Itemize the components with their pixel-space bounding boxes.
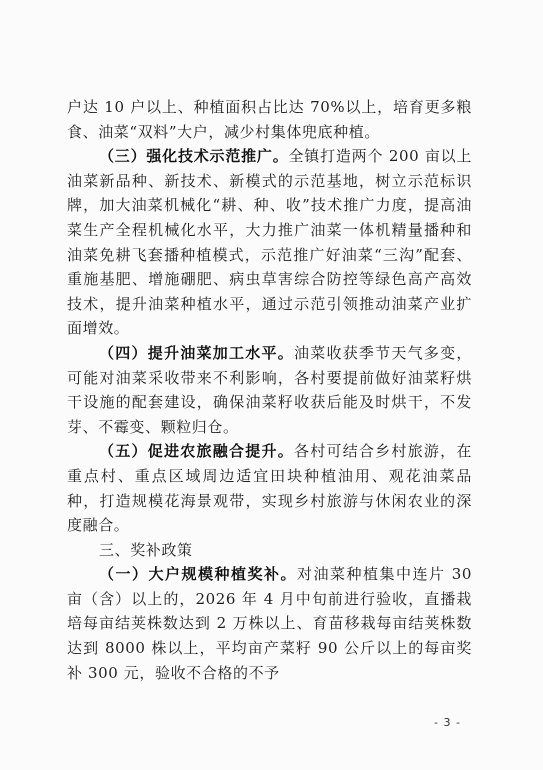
- paragraph-heading: （四）提升油菜加工水平。: [99, 343, 294, 362]
- section-title: 三、奖补政策: [99, 540, 193, 559]
- paragraph-text: 各村可结合乡村旅游，在重点村、重点区域周边适宜田块种植油用、观花油菜品种，打造规模花海景观带，实现乡村旅游与休闲农业的深度融合。: [67, 442, 473, 535]
- document-body: [67, 95, 472, 685]
- paragraph-technology-promotion: [67, 144, 472, 341]
- paragraph-text: 户达 10 户以上、种植面积占比达 70%以上，培育更多粮食、油菜“双料”大户，减少村集体兜底种植。: [67, 98, 472, 141]
- paragraph-agritourism: [67, 439, 472, 537]
- paragraph-processing-level: [67, 341, 472, 439]
- paragraph-text: 全镇打造两个 200 亩以上油菜新品种、新技术、新模式的示范基地，树立示范标识牌，加大油菜机械化“耕、种、收”技术推广力度，提高油菜生产全程机械化水平，大力推广油菜一体机精量播种和油菜免耕飞套播种植模式，示范推广好油菜“三沟”配套、重施基肥、增施硼肥、病虫草害综合防控等绿色高产高效技术，提升油菜种植水平，通过示范引领推动油菜产业扩面增效。: [67, 147, 473, 338]
- paragraph-continuation: [67, 95, 472, 144]
- paragraph-text: 油菜收获季节天气多变，可能对油菜采收带来不利影响，各村要提前做好油菜籽烘干设施的配套建设，确保油菜籽收获后能及时烘干，不发芽、不霉变、颗粒归仓。: [67, 343, 473, 436]
- paragraph-heading: （五）促进农旅融合提升。: [99, 442, 294, 461]
- page-number: - 3 -: [434, 716, 461, 729]
- paragraph-large-scale-subsidy: [67, 562, 472, 685]
- paragraph-text: 对油菜种植集中连片 30 亩（含）以上的，2026 年 4 月中旬前进行验收，直播栽培每亩结荚株数达到 2 万株以上、育苗移栽每亩结荚株数达到 8000 株以上，平均亩产菜籽 90 公斤以上的每亩奖补 300 元，验收不合格的不予: [67, 565, 472, 682]
- paragraph-heading: （一）大户规模种植奖补。: [99, 565, 297, 584]
- paragraph-heading: （三）强化技术示范推广。: [99, 147, 289, 166]
